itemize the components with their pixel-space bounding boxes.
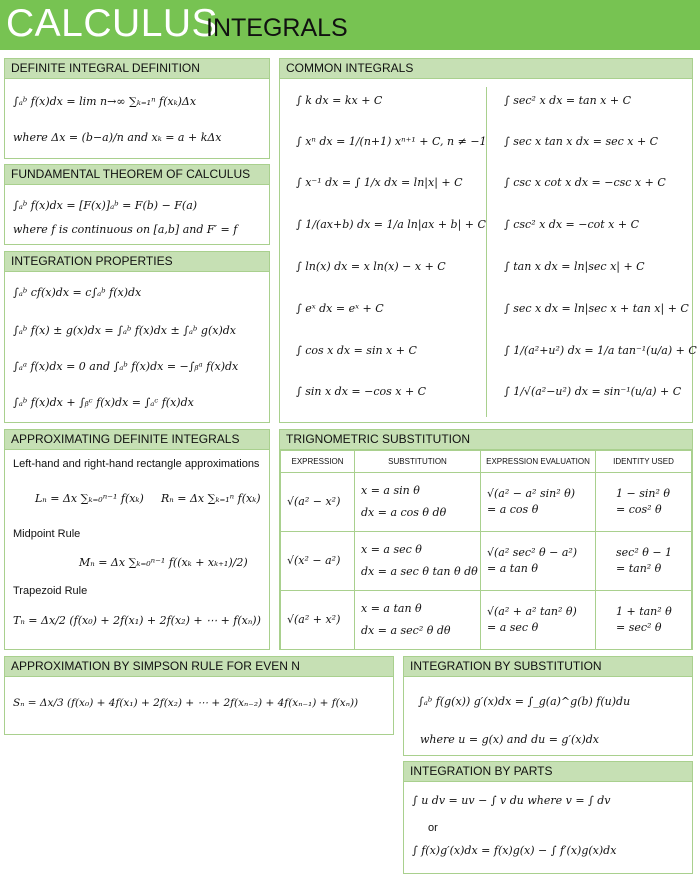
common-integral-formula: ∫ 1/(a²+u²) dx = 1/a tan⁻¹(u/a) + C (504, 344, 697, 357)
common-integral-formula: ∫ 1/(ax+b) dx = 1/a ln|ax + b| + C (296, 218, 486, 231)
evaluation-cell: √(a² + a² tan² θ) = a sec θ (481, 591, 596, 650)
right-hand-formula: Rₙ = Δx ∑ₖ₌₁ⁿ f(xₖ) (161, 492, 261, 505)
common-integrals-heading: COMMON INTEGRALS (280, 59, 692, 79)
column-header: SUBSTITUTION (355, 451, 481, 473)
identity-cell: sec² θ − 1 = tan² θ (596, 532, 692, 591)
substitution-cell: x = a sin θ dx = a cos θ dθ (355, 473, 481, 532)
property-item: ∫ₐᵇ f(x) ± g(x)dx = ∫ₐᵇ f(x)dx ± ∫ₐᵇ g(x)dx (13, 324, 237, 337)
column-header: IDENTITY USED (596, 451, 692, 473)
definite-integral-where: where Δx = (b−a)/n and xₖ = a + kΔx (13, 131, 222, 144)
definite-integral-formula: ∫ₐᵇ f(x)dx = lim n→∞ ∑ₖ₌₁ⁿ f(xₖ)Δx (13, 95, 197, 108)
approximating-heading: APPROXIMATING DEFINITE INTEGRALS (5, 430, 269, 450)
expression-cell: √(a² − x²) (281, 473, 355, 532)
parts-box (403, 761, 693, 874)
parts-or-label: or (428, 822, 438, 834)
common-integral-formula: ∫ tan x dx = ln|sec x| + C (504, 260, 645, 273)
substitution-cell: x = a tan θ dx = a sec² θ dθ (355, 591, 481, 650)
substitution-box (403, 656, 693, 756)
property-item: ∫ₐᵇ cf(x)dx = c∫ₐᵇ f(x)dx (13, 286, 142, 299)
substitution-heading: INTEGRATION BY SUBSTITUTION (404, 657, 692, 677)
parts-formula: ∫ u dv = uv − ∫ v du where v = ∫ dv (412, 794, 611, 807)
approximating-box (4, 429, 270, 650)
properties-heading: INTEGRATION PROPERTIES (5, 252, 269, 272)
left-hand-formula: Lₙ = Δx ∑ₖ₌₀ⁿ⁻¹ f(xₖ) (35, 492, 144, 505)
ftc-box (4, 164, 270, 245)
rectangle-label: Left-hand and right-hand rectangle approximations (13, 458, 260, 470)
page-subtitle: INTEGRALS (206, 14, 348, 42)
simpson-formula: Sₙ = Δx/3 (f(x₀) + 4f(x₁) + 2f(x₂) + ⋯ + 2f(xₙ₋₂) + 4f(xₙ₋₁) + f(xₙ)) (13, 697, 359, 709)
table-header-row (281, 451, 692, 473)
property-item: ∫ₐᵃ f(x)dx = 0 and ∫ₐᵇ f(x)dx = −∫ᵦᵃ f(x)dx (13, 360, 239, 373)
ftc-heading: FUNDAMENTAL THEOREM OF CALCULUS (5, 165, 269, 185)
common-integral-formula: ∫ xⁿ dx = 1/(n+1) xⁿ⁺¹ + C, n ≠ −1 (296, 135, 487, 148)
definite-integral-box (4, 58, 270, 159)
common-integrals-box (279, 58, 697, 423)
simpson-box (4, 656, 394, 735)
trig-substitution-table (280, 450, 692, 650)
expression-cell: √(x² − a²) (281, 532, 355, 591)
common-integral-formula: ∫ csc x cot x dx = −csc x + C (504, 176, 666, 189)
evaluation-cell: √(a² sec² θ − a²) = a tan θ (481, 532, 596, 591)
page-title: CALCULUS (6, 2, 219, 45)
definite-integral-heading: DEFINITE INTEGRAL DEFINITION (5, 59, 269, 79)
column-header: EXPRESSION EVALUATION (481, 451, 596, 473)
simpson-heading: APPROXIMATION BY SIMPSON RULE FOR EVEN N (5, 657, 393, 677)
common-integral-formula: ∫ x⁻¹ dx = ∫ 1/x dx = ln|x| + C (296, 176, 463, 189)
evaluation-cell: √(a² − a² sin² θ) = a cos θ (481, 473, 596, 532)
identity-cell: 1 − sin² θ = cos² θ (596, 473, 692, 532)
common-integral-formula: ∫ 1/√(a²−u²) dx = sin⁻¹(u/a) + C (504, 385, 682, 398)
common-integral-formula: ∫ sin x dx = −cos x + C (296, 385, 427, 398)
common-integral-formula: ∫ ln(x) dx = x ln(x) − x + C (296, 260, 446, 273)
midpoint-formula: Mₙ = Δx ∑ₖ₌₀ⁿ⁻¹ f((xₖ + xₖ₊₁)/2) (79, 556, 248, 569)
midpoint-label: Midpoint Rule (13, 528, 81, 540)
common-integral-formula: ∫ sec x tan x dx = sec x + C (504, 135, 659, 148)
table-row (281, 532, 692, 591)
common-integral-formula: ∫ sec² x dx = tan x + C (504, 94, 631, 107)
substitution-where: where u = g(x) and du = g′(x)dx (420, 733, 599, 746)
ftc-formula: ∫ₐᵇ f(x)dx = [F(x)]ₐᵇ = F(b) − F(a) (13, 199, 198, 212)
page-header (0, 0, 700, 50)
trig-substitution-heading: TRIGNOMETRIC SUBSTITUTION (280, 430, 692, 450)
common-integral-formula: ∫ eˣ dx = eˣ + C (296, 302, 384, 315)
substitution-formula: ∫ₐᵇ f(g(x)) g′(x)dx = ∫_g(a)^g(b) f(u)du (418, 695, 631, 708)
trapezoid-formula: Tₙ = Δx/2 (f(x₀) + 2f(x₁) + 2f(x₂) + ⋯ + f(xₙ)) (13, 614, 261, 627)
trig-substitution-box (279, 429, 693, 650)
table-row (281, 473, 692, 532)
expression-cell: √(a² + x²) (281, 591, 355, 650)
trapezoid-label: Trapezoid Rule (13, 585, 88, 597)
substitution-cell: x = a sec θ dx = a sec θ tan θ dθ (355, 532, 481, 591)
common-integral-formula: ∫ cos x dx = sin x + C (296, 344, 417, 357)
common-integral-formula: ∫ sec x dx = ln|sec x + tan x| + C (504, 302, 689, 315)
parts-formula-alt: ∫ f(x)g′(x)dx = f(x)g(x) − ∫ f′(x)g(x)dx (412, 844, 617, 857)
parts-heading: INTEGRATION BY PARTS (404, 762, 692, 782)
property-item: ∫ₐᵇ f(x)dx + ∫ᵦᶜ f(x)dx = ∫ₐᶜ f(x)dx (13, 396, 194, 409)
identity-cell: 1 + tan² θ = sec² θ (596, 591, 692, 650)
common-integral-formula: ∫ k dx = kx + C (296, 94, 383, 107)
ftc-where: where f is continuous on [a,b] and F′ = f (13, 223, 238, 236)
properties-box (4, 251, 270, 423)
common-integral-formula: ∫ csc² x dx = −cot x + C (504, 218, 640, 231)
column-header: EXPRESSION (281, 451, 355, 473)
table-row (281, 591, 692, 650)
